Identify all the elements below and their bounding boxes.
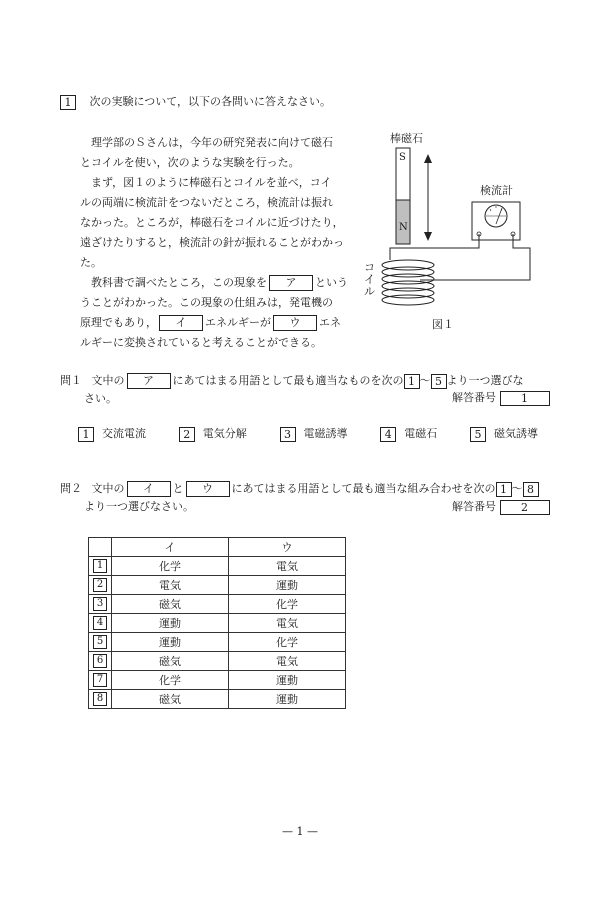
row-number: 4: [93, 616, 107, 630]
passage-text: 教科書で調べたところ，この現象を: [91, 276, 267, 289]
row-number: 3: [93, 597, 107, 611]
q1-line2: さい。: [84, 392, 117, 405]
q2-range-start: 1: [496, 482, 512, 497]
choice-text: 磁気誘導: [494, 427, 538, 440]
q2-text: 文中の: [91, 482, 125, 495]
wire-right: [420, 234, 530, 280]
passage-line: 理学部のＳさんは，今年の研究発表に向けて磁石: [91, 136, 333, 149]
magnet-coil-diagram: [360, 130, 545, 340]
q1-range-sep: ～: [419, 374, 431, 387]
cell-u: 化学: [229, 633, 346, 652]
arrow-up-head: [424, 154, 432, 163]
table-header-cell: ウ: [229, 538, 346, 557]
choice-number: 2: [179, 427, 195, 442]
answer-number-box[interactable]: 1: [500, 391, 550, 406]
cell-u: 電気: [229, 652, 346, 671]
passage-line: 遠ざけたりすると，検流計の針が振れることがわかっ: [80, 236, 344, 249]
cell-u: 電気: [229, 614, 346, 633]
q1-text: 文中の: [91, 374, 125, 387]
cell-u: 電気: [229, 557, 346, 576]
choice-number: 3: [280, 427, 296, 442]
q2-range-end: 8: [523, 482, 539, 497]
choice-item[interactable]: [280, 425, 348, 442]
coil-label: コイル: [364, 261, 375, 298]
table-row[interactable]: [89, 690, 346, 709]
choice-number: 1: [78, 427, 94, 442]
q2-line1: [60, 479, 539, 499]
table-row[interactable]: [89, 652, 346, 671]
pole-s-label: S: [399, 152, 406, 163]
q1-text: より一つ選びな: [446, 374, 524, 387]
cell-i: 磁気: [112, 595, 229, 614]
table-header-row: [89, 538, 346, 557]
passage-line: [80, 273, 370, 293]
table-row[interactable]: [89, 614, 346, 633]
row-number: 7: [93, 673, 107, 687]
q2-answer: [452, 497, 550, 517]
intro-text: 次の実験について，以下の各問いに答えなさい。: [89, 95, 332, 108]
passage-line: ルギーに変換されていると考えることができる。: [80, 336, 322, 349]
answer-label: 解答番号: [452, 391, 496, 404]
passage-line: [80, 313, 370, 333]
cell-i: 運動: [112, 614, 229, 633]
q2-label: 問２: [60, 482, 82, 495]
row-number: 8: [93, 692, 107, 706]
q2-blank-u: ウ: [186, 481, 230, 497]
choice-number: 4: [380, 427, 396, 442]
blank-u-box: ウ: [273, 315, 317, 331]
choice-item[interactable]: [380, 425, 437, 442]
magnet-label: 棒磁石: [390, 132, 423, 145]
passage-line: なかった。ところが，棒磁石をコイルに近づけたり，: [80, 216, 344, 229]
cell-u: 化学: [229, 595, 346, 614]
row-number: 6: [93, 654, 107, 668]
passage-line: た。: [80, 256, 102, 269]
table-row[interactable]: [89, 633, 346, 652]
q1-label: 問１: [60, 374, 82, 387]
blank-i-box: イ: [159, 315, 203, 331]
table-row[interactable]: [89, 576, 346, 595]
page-number: — 1 —: [282, 825, 318, 838]
row-number: 2: [93, 578, 107, 592]
choice-text: 電気分解: [202, 427, 247, 440]
question-header: [60, 92, 331, 112]
passage-text: という: [315, 276, 348, 289]
q2-line2: より一つ選びなさい。: [84, 500, 194, 513]
galvanometer-label: 検流計: [480, 184, 513, 197]
cell-i: 化学: [112, 557, 229, 576]
answer-label: 解答番号: [452, 500, 496, 513]
choice-number: 5: [470, 427, 486, 442]
passage: [80, 133, 370, 353]
choice-text: 電磁石: [404, 427, 438, 440]
passage-text: 原理でもあり，: [80, 316, 157, 329]
table-row[interactable]: [89, 595, 346, 614]
cell-i: 運動: [112, 633, 229, 652]
choice-text: 交流電流: [102, 427, 146, 440]
cell-i: 磁気: [112, 690, 229, 709]
arrow-down-head: [424, 232, 432, 241]
q1-answer: [452, 388, 550, 408]
answer-number-box[interactable]: 2: [500, 500, 550, 515]
cell-i: 磁気: [112, 652, 229, 671]
choice-text: 電磁誘導: [303, 427, 348, 440]
figure-caption: 図１: [432, 318, 454, 331]
passage-text: エネルギーが: [205, 316, 271, 329]
passage-line: うことがわかった。この現象の仕組みは，発電機の: [80, 296, 333, 309]
figure-1: [360, 130, 545, 340]
table-header-cell: イ: [112, 538, 229, 557]
q1-choices: [78, 425, 538, 442]
passage-text: エネ: [319, 316, 341, 329]
question-number-box: 1: [60, 95, 76, 110]
q2-blank-i: イ: [127, 481, 171, 497]
table-row[interactable]: [89, 557, 346, 576]
cell-u: 運動: [229, 690, 346, 709]
passage-line: とコイルを使い，次のような実験を行った。: [80, 156, 300, 169]
table-row[interactable]: [89, 671, 346, 690]
pole-n-label: N: [399, 222, 408, 233]
q1-blank-a: ア: [127, 373, 171, 389]
coil: [382, 260, 434, 305]
table-header-cell: [89, 538, 112, 557]
cell-u: 運動: [229, 576, 346, 595]
cell-i: 化学: [112, 671, 229, 690]
passage-line: ルの両端に検流計をつないだところ，検流計は振れ: [80, 196, 333, 209]
choice-item[interactable]: [470, 425, 538, 442]
choice-item[interactable]: [78, 425, 146, 442]
row-number: 5: [93, 635, 107, 649]
q2-range-sep: ～: [511, 482, 523, 495]
choice-item[interactable]: [179, 425, 247, 442]
q1-range-start: 1: [404, 374, 420, 389]
cell-i: 電気: [112, 576, 229, 595]
blank-a-box: ア: [269, 275, 313, 291]
q1-range-end: 5: [431, 374, 447, 389]
row-number: 1: [93, 559, 107, 573]
q2-text: にあてはまる用語として最も適当な組み合わせを次の: [231, 482, 496, 495]
passage-line: まず，図１のように棒磁石とコイルを並べ，コイ: [91, 176, 332, 189]
q1-text: にあてはまる用語として最も適当なものを次の: [172, 374, 404, 387]
cell-u: 運動: [229, 671, 346, 690]
q2-conj: と: [172, 482, 184, 495]
combination-table: [88, 537, 346, 709]
